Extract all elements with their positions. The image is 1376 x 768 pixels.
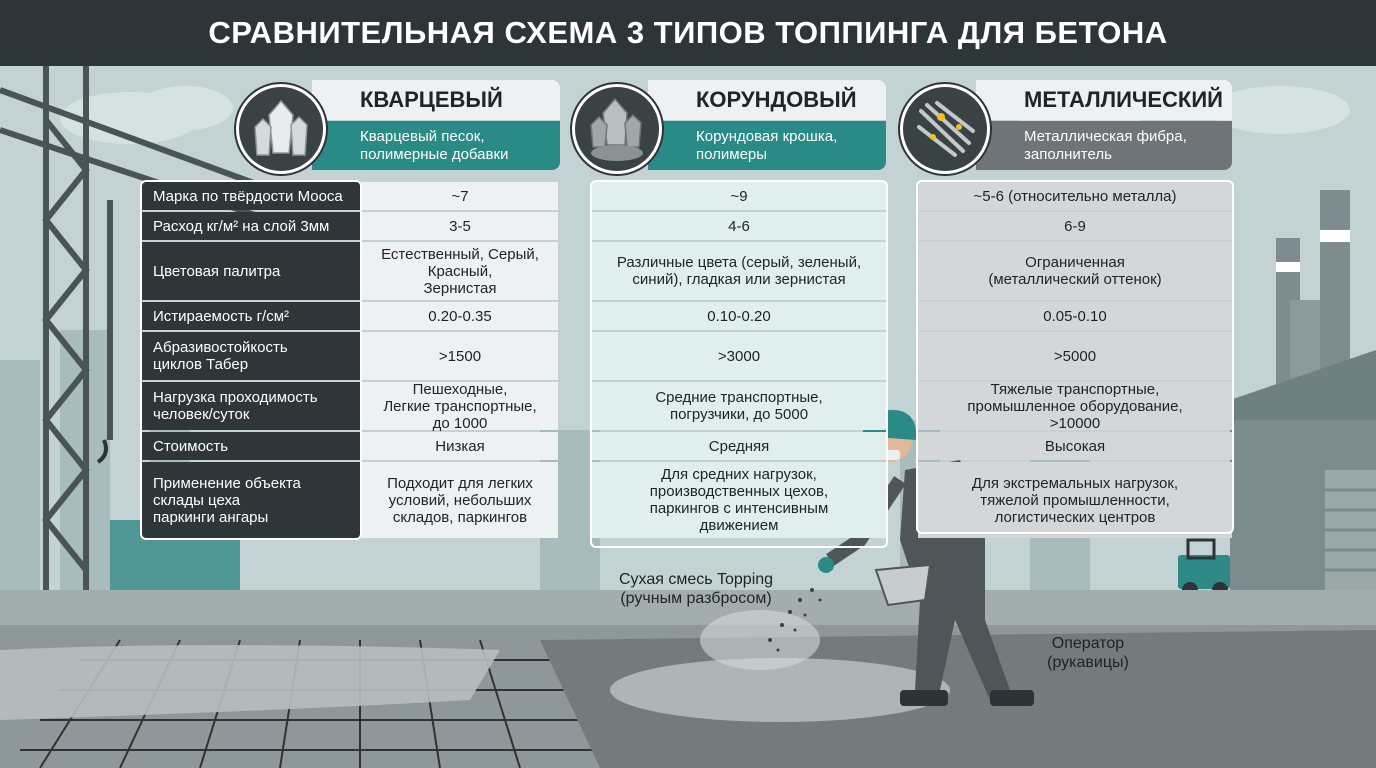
operator-annotation — [1036, 634, 1140, 672]
metal-fiber-icon — [900, 84, 990, 174]
title-bar — [0, 0, 1376, 66]
quartz-value: 0.20-0.35 — [362, 302, 558, 330]
row-label: Применение объекта склады цеха паркинги ангары — [142, 462, 360, 538]
page-title: СРАВНИТЕЛЬНАЯ СХЕМА 3 ТИПОВ ТОППИНГА ДЛЯ БЕТОНА — [208, 15, 1168, 50]
type-name-quartz: КВАРЦЕВЫЙ — [312, 80, 560, 120]
corundum-value: >3000 — [592, 332, 886, 380]
row-label: Абразивостойкость циклов Табер — [142, 332, 360, 380]
quartz-value: Пешеходные, Легкие транспортные, до 1000 — [362, 382, 558, 430]
header-quartz — [236, 80, 560, 170]
row-label: Цветовая палитра — [142, 242, 360, 300]
quartz-value: 3-5 — [362, 212, 558, 240]
row-label: Истираемость г/см² — [142, 302, 360, 330]
metal-value: >5000 — [918, 332, 1232, 380]
row-label: Стоимость — [142, 432, 360, 460]
operator-label: Оператор (рукавицы) — [1047, 635, 1129, 671]
quartz-value: >1500 — [362, 332, 558, 380]
quartz-value: ~7 — [362, 182, 558, 210]
metal-value: Тяжелые транспортные, промышленное оборудование, >10000 — [918, 382, 1232, 430]
corundum-value: Для средних нагрузок, производственных цехов, паркингов с интенсивным движением — [592, 462, 886, 538]
quartz-value: Подходит для легких условий, небольших складов, паркингов — [362, 462, 558, 538]
metal-value: Для экстремальных нагрузок, тяжелой промышленности, логистических центров — [918, 462, 1232, 538]
type-desc-quartz: Кварцевый песок, полимерные добавки — [312, 121, 560, 170]
row-label: Расход кг/м² на слой 3мм — [142, 212, 360, 240]
row-label: Марка по твёрдости Мооса — [142, 182, 360, 210]
dry-mix-annotation — [604, 570, 788, 608]
corundum-value: Средняя — [592, 432, 886, 460]
corundum-value: Различные цвета (серый, зеленый, синий), гладкая или зернистая — [592, 242, 886, 300]
type-name-corundum: КОРУНДОВЫЙ — [648, 80, 886, 120]
column-frame — [140, 180, 362, 540]
corundum-value: 4-6 — [592, 212, 886, 240]
corundum-value: ~9 — [592, 182, 886, 210]
corundum-value: Средние транспортные, погрузчики, до 5000 — [592, 382, 886, 430]
type-name-metal: МЕТАЛЛИЧЕСКИЙ — [976, 80, 1232, 120]
quartz-value: Низкая — [362, 432, 558, 460]
row-label: Нагрузка проходимость человек/суток — [142, 382, 360, 430]
corundum-value: 0.10-0.20 — [592, 302, 886, 330]
header-corundum — [572, 80, 886, 170]
column-frame — [590, 180, 888, 548]
type-desc-corundum: Корундовая крошка, полимеры — [648, 121, 886, 170]
column-frame — [916, 180, 1234, 534]
corundum-crystal-icon — [572, 84, 662, 174]
dry-mix-label: Сухая смесь Topping (ручным разбросом) — [618, 571, 774, 607]
quartz-value: Естественный, Серый, Красный, Зернистая — [362, 242, 558, 300]
header-metal — [900, 80, 1232, 170]
metal-value: ~5-6 (относительно металла) — [918, 182, 1232, 210]
metal-value: Ограниченная (металлический оттенок) — [918, 242, 1232, 300]
metal-value: 0.05-0.10 — [918, 302, 1232, 330]
quartz-crystal-icon — [236, 84, 326, 174]
type-desc-metal: Металлическая фибра, заполнитель — [976, 121, 1232, 170]
metal-value: 6-9 — [918, 212, 1232, 240]
metal-value: Высокая — [918, 432, 1232, 460]
